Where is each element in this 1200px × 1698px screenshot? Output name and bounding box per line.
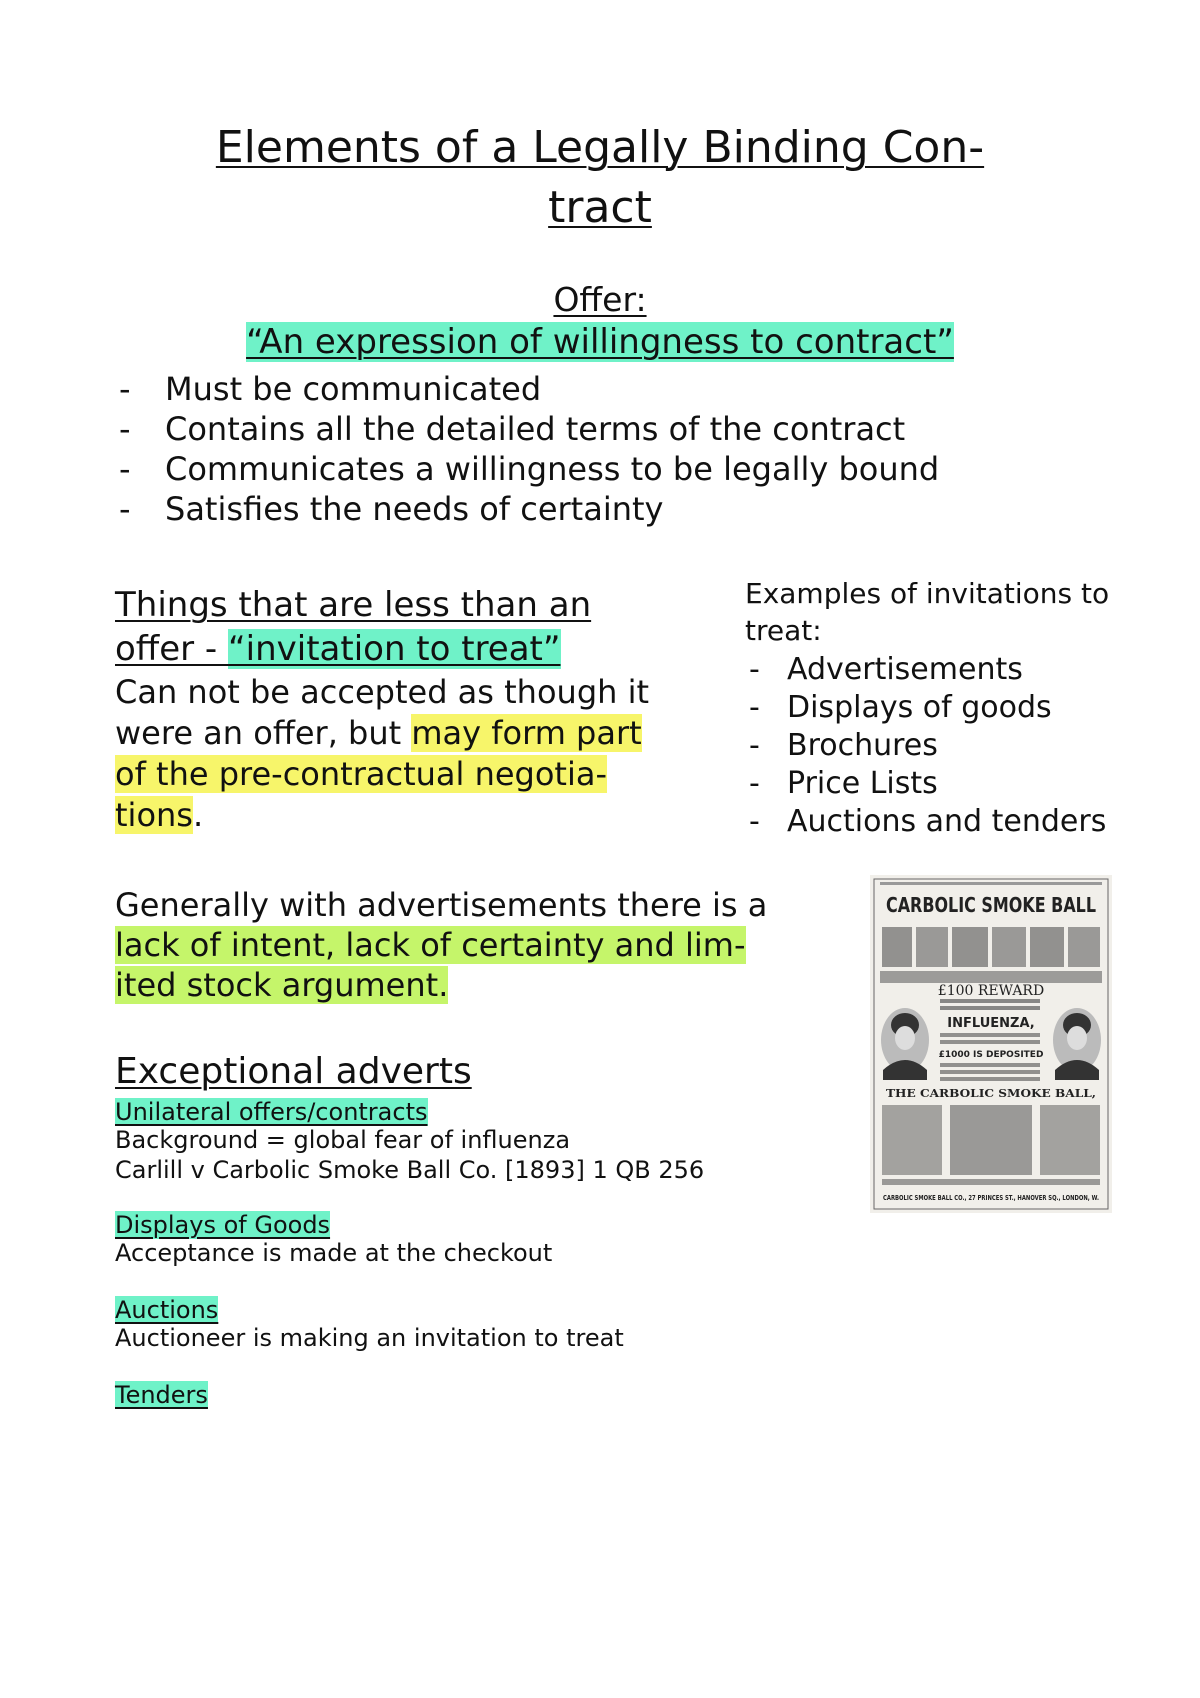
poster-deposited: £1000 IS DEPOSITED [938,1050,1044,1060]
advertisements-line-1: Generally with advertisements there is a [115,886,768,924]
page-title [0,118,1200,238]
offer-heading [0,280,1200,320]
poster-band [880,971,1102,983]
invitation-body-line-1: Can not be accepted as though it [115,673,650,711]
offer-definition [0,322,1200,362]
list-item: - Contains all the detailed terms of the contract [119,410,906,448]
list-item-text: Communicates a willingness to be legally bound [165,450,940,488]
section-body-displays [115,1238,552,1268]
offer-heading-text: Offer: [553,280,647,319]
advertisements-paragraph [115,885,835,1005]
section-heading-text: Unilateral offers/contracts [115,1098,428,1126]
list-item: - Price Lists [749,766,938,801]
poster-top-rule [880,882,1102,885]
poster-left-portrait [881,1008,929,1080]
examples-intro [745,575,1175,649]
list-item: - Displays of goods [749,690,1052,725]
section-heading-unilateral [115,1097,428,1127]
invitation-body-end: . [192,796,204,834]
invitation-body-highlight-2: of the pre-contractual negotia- [115,755,608,793]
section-line: Auctioneer is making an invitation to treat [115,1324,624,1352]
list-item: - Auctions and tenders [749,804,1107,839]
poster-reward: £100 REWARD [937,983,1045,999]
invitation-body [115,672,715,836]
list-item-text: Satisfies the needs of certainty [165,490,664,528]
offer-points-list [115,369,939,529]
section-heading-tenders [115,1380,208,1410]
poster-influenza: INFLUENZA, [947,1016,1035,1031]
poster-headline: CARBOLIC SMOKE BALL [886,893,1097,917]
poster-center-lines [940,1063,1040,1081]
examples-list [745,651,1106,841]
invitation-heading-prefix: offer - [115,629,229,669]
section-line: Carlill v Carbolic Smoke Ball Co. [1893] 1 QB 256 [115,1156,705,1184]
poster-brand: THE CARBOLIC SMOKE BALL, [886,1087,1096,1100]
section-body-auctions [115,1323,624,1353]
section-heading-text: Tenders [115,1381,208,1409]
list-item-text: Displays of goods [787,690,1052,725]
invitation-body-line-2: were an offer, but [115,714,412,752]
list-item-text: Advertisements [787,652,1023,687]
poster-body-text [882,1105,1100,1185]
examples-intro-line-1: Examples of invitations to [745,577,1110,610]
exceptional-heading-text: Exceptional adverts [115,1051,472,1092]
list-item-text: Brochures [787,728,938,763]
invitation-body-highlight-1: may form part [411,714,642,752]
advertisements-highlight-1: lack of intent, lack of certainty and lim- [115,926,746,964]
section-heading-text: Displays of Goods [115,1211,331,1239]
list-item: - Satisfies the needs of certainty [119,490,664,528]
invitation-body-highlight-3: tions [115,796,193,834]
section-heading-auctions [115,1295,218,1325]
list-item-text: Price Lists [787,766,938,801]
list-item: - Must be communicated [119,370,542,408]
section-line: Background = global fear of influenza [115,1126,571,1154]
title-line-2: tract [548,182,652,233]
section-heading-displays [115,1210,330,1240]
invitation-heading-quote: “invitation to treat” [228,629,561,669]
examples-intro-line-2: treat: [745,614,822,647]
poster-footer: CARBOLIC SMOKE BALL CO., 27 PRINCES ST., HANOVER SQ., LONDON, W. [883,1194,1099,1202]
list-item-text: Must be communicated [165,370,542,408]
list-item-text: Contains all the detailed terms of the contract [165,410,906,448]
exceptional-heading [115,1050,472,1094]
section-line: Acceptance is made at the checkout [115,1239,553,1267]
invitation-heading-line-1: Things that are less than an [115,585,592,625]
list-item: - Communicates a willingness to be legally bound [119,450,940,488]
section-heading-text: Auctions [115,1296,219,1324]
list-item: - Brochures [749,728,938,763]
carbolic-smoke-ball-poster-image [870,875,1112,1213]
offer-definition-text: “An expression of willingness to contract” [246,322,954,362]
section-body-unilateral [115,1125,704,1185]
title-line-1: Elements of a Legally Binding Con- [215,122,985,173]
poster-right-portrait [1053,1008,1101,1080]
advertisements-highlight-2: ited stock argument. [115,966,449,1004]
invitation-heading [115,583,705,671]
list-item-text: Auctions and tenders [787,804,1107,839]
list-item: - Advertisements [749,652,1023,687]
